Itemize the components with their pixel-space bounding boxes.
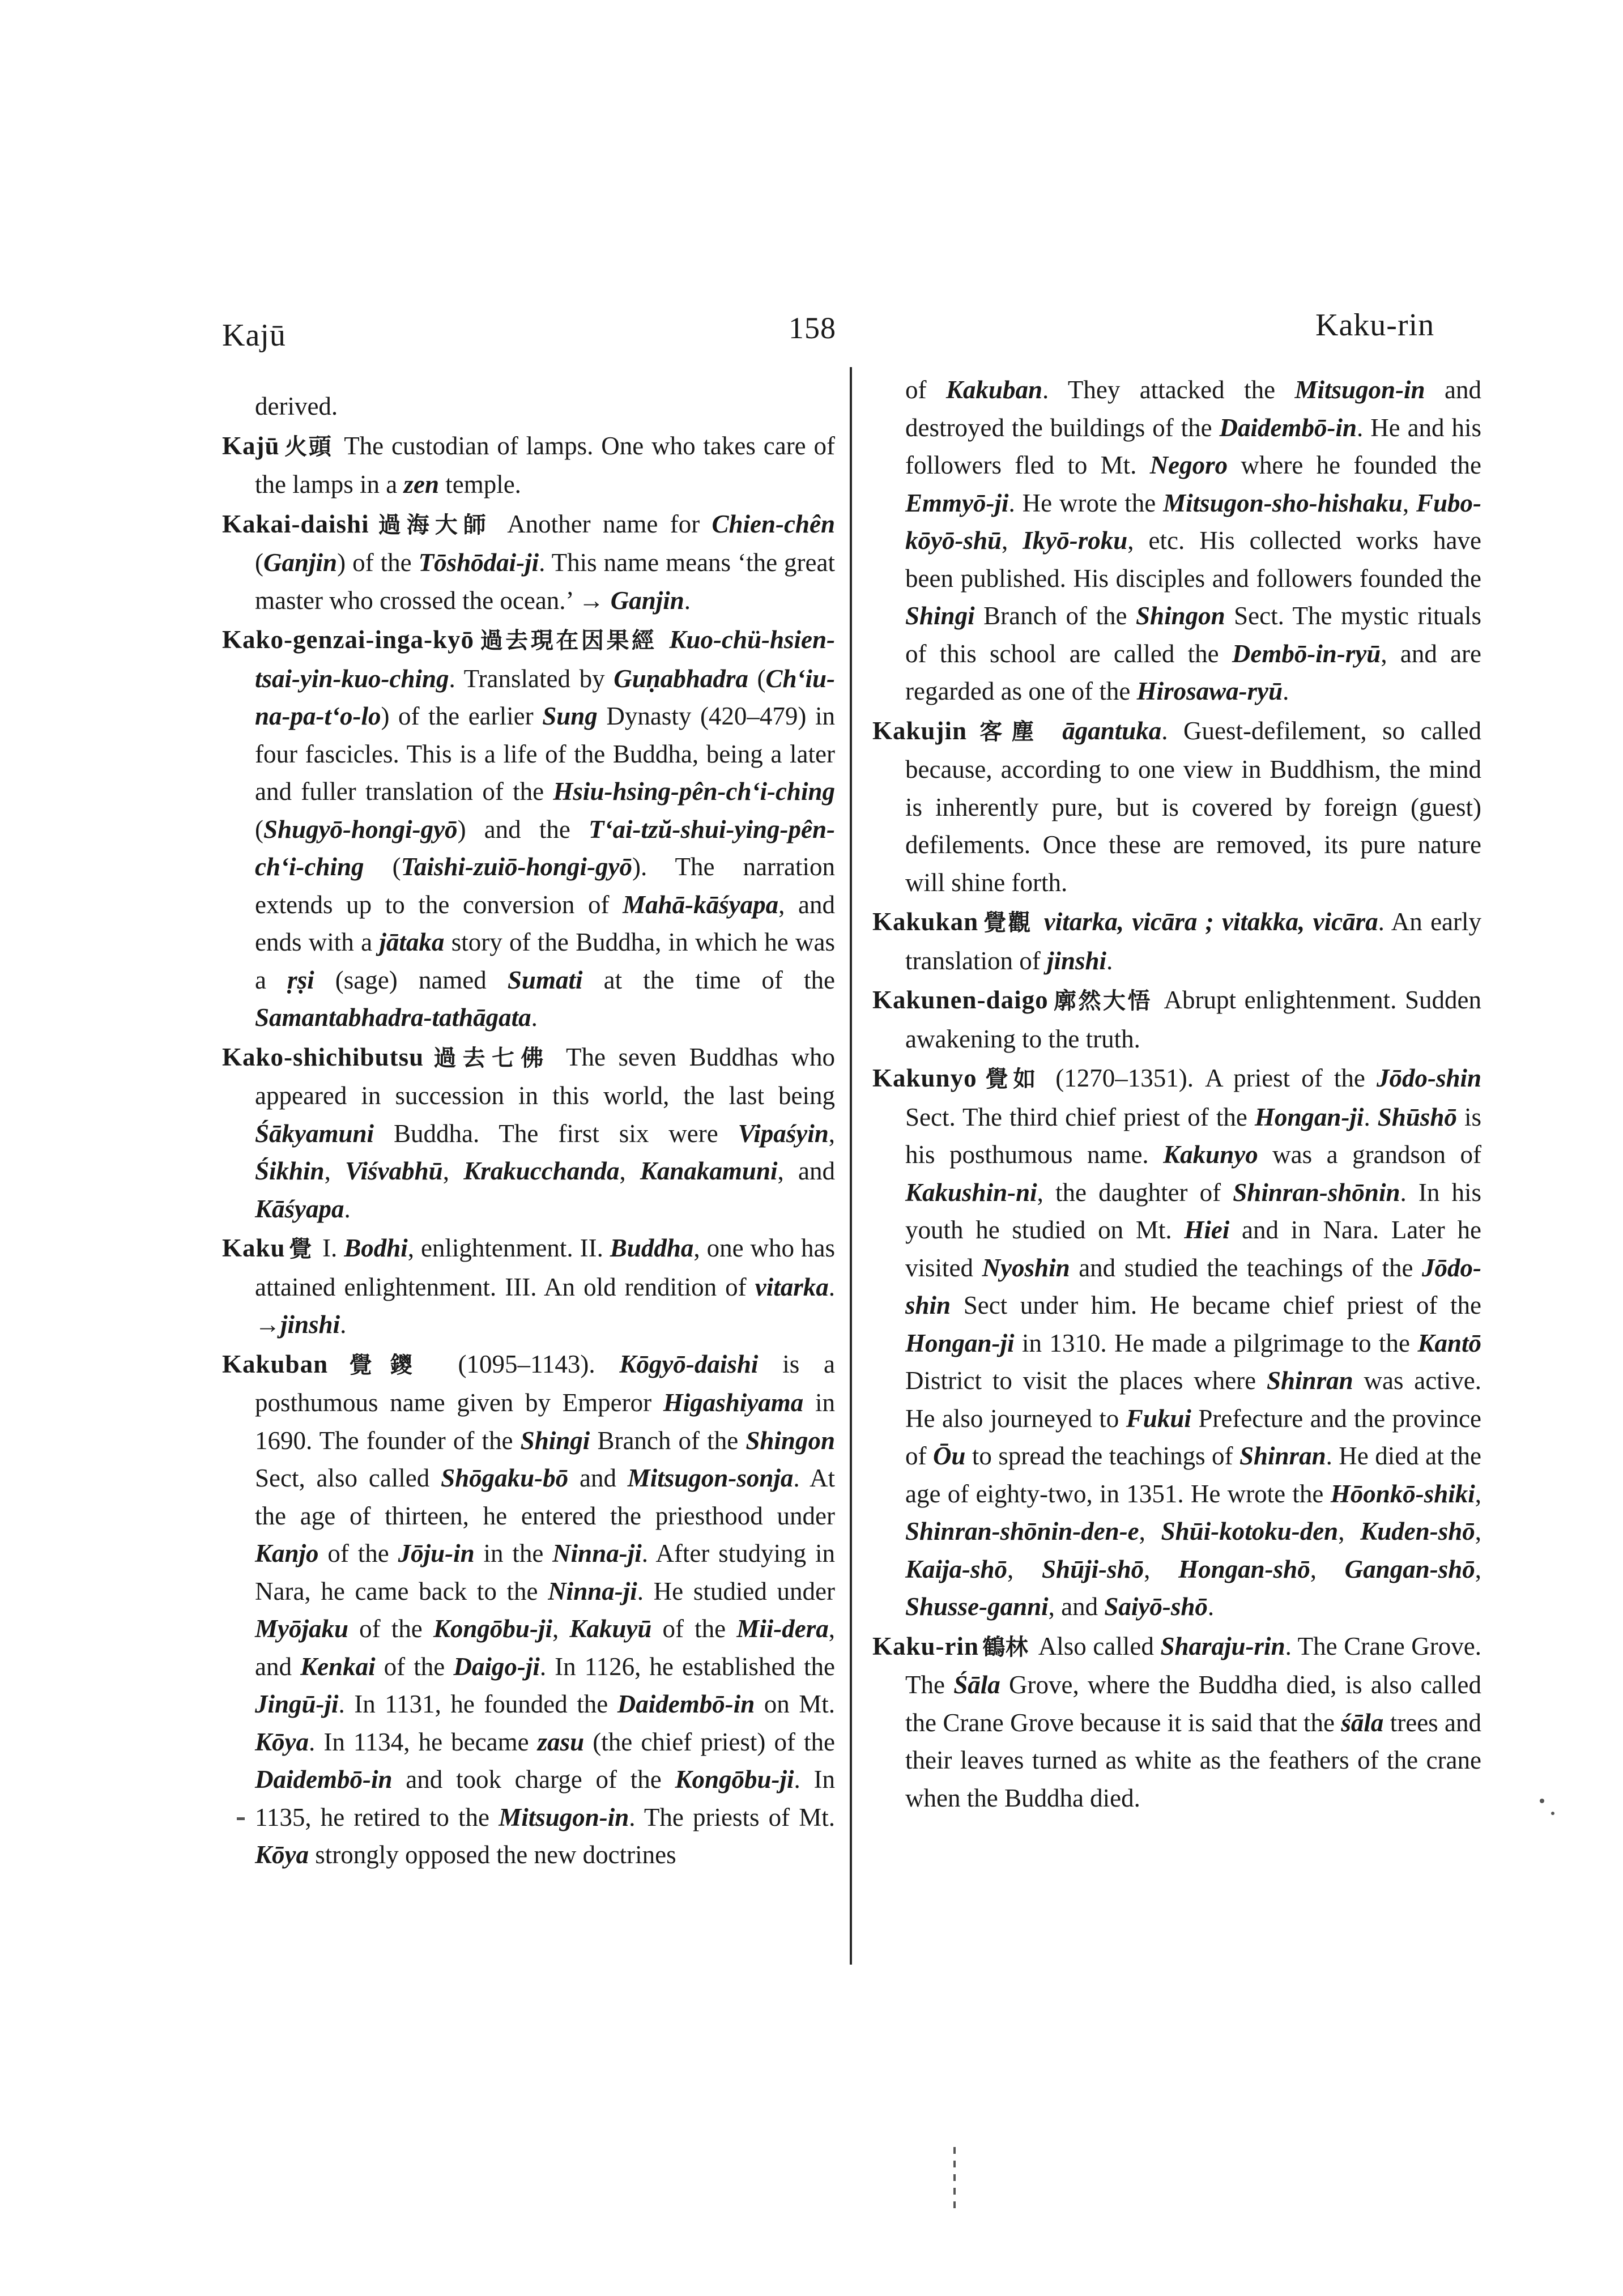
page-number: 158 (789, 311, 836, 345)
continued-text: derived. (255, 392, 338, 420)
headword: Kajū (222, 431, 280, 460)
entry-kakukan: Kakukan 覺觀 vitarka, vicāra ; vitakka, vicāra. An early translation of jinshi. (872, 908, 1481, 975)
entry-kaku-rin: Kaku-rin 鶴林 Also called Sharaju-rin. The Crane Grove. The Śāla Grove, where the Buddha died, is also called the Crane Grove because it is said that the śāla trees and their leaves turned as white as the feathers of the crane when the Buddha died. (872, 1632, 1482, 1812)
cjk-characters: 覺鑁 (331, 1352, 431, 1378)
right-column (872, 371, 1481, 1818)
cjk-characters: 客塵 (970, 718, 1043, 745)
entry-kakai-daishi: Kakai-daishi 過海大師 Another name for Chien-chên (Ganjin) of the Tōshōdai-ji. This name means ‘the great master who crossed the ocean.’ → Ganjin. (222, 509, 836, 615)
headword: Kakuban (222, 1349, 329, 1378)
headword: Kakukan (872, 908, 979, 936)
scan-speck (1551, 1812, 1554, 1815)
left-column (222, 387, 835, 1876)
scan-speck (237, 1817, 245, 1820)
cross-reference-arrow: → (578, 586, 611, 615)
headword: Kako-shichibutsu (222, 1042, 424, 1071)
entry-kako-genzai-inga-kyo: Kako-genzai-inga-kyō 過去現在因果經 Kuo-chü-hsien-tsai-yin-kuo-ching. Translated by Guṇabhadra (Ch‘iu-na-pa-t‘o-lo) of the earlier Sung Dynasty (420–479) in four fascicles. This is a life of the Buddha, being a later and fuller translation of the Hsiu-hsing-pên-ch‘i-ching (Shugyō-hongi-gyō) and the T‘ai-tzŭ-shui-ying-pên-ch‘i-ching (Taishi-zuiō-hongi-gyō). The narration extends up to the conversion of Mahā-kāśyapa, and ends with a jātaka story of the Buddha, in which he was a ṛṣi (sage) named Sumati at the time of the Samantabhadra-tathāgata. (222, 625, 836, 1032)
headword: Kaku-rin (872, 1632, 979, 1660)
cjk-characters: 覺觀 (982, 910, 1033, 936)
column-divider (850, 367, 852, 1965)
cross-reference: Ganjin (610, 586, 684, 615)
entry-kaju: Kajū 火頭 The custodian of lamps. One who takes care of the lamps in a zen temple. (222, 431, 835, 499)
entry-kakunen-daigo: Kakunen-daigo 廓然大悟 Abrupt enlightenment. Sudden awakening to the truth. (872, 986, 1482, 1053)
continued-entry-kakuban: of Kakuban. They attacked the Mitsugon-in and destroyed the buildings of the Daidembō-in. He and his followers fled to Mt. Negoro where he founded the Emmyō-ji. He wrote the Mitsugon-sho-hishaku, Fubo-kōyō-shū, Ikyō-roku, etc. His collected works have been published. His disciples and followers founded the Shingi Branch of the Shingon Sect. The mystic rituals of this school are called the Dembō-in-ryū, and are regarded as one of the Hirosawa-ryū. (905, 376, 1482, 705)
cjk-characters: 覺如 (980, 1066, 1041, 1092)
headword: Kaku (222, 1234, 286, 1262)
entry-kaku: Kaku 覺 I. Bodhi, enlightenment. II. Buddha, one who has attained enlightenment. III. An old rendition of vitarka. →jinshi. (222, 1234, 835, 1339)
scan-speck (953, 2147, 956, 2215)
headword: Kakunyo (872, 1064, 977, 1092)
scan-speck (1540, 1799, 1544, 1803)
cross-reference: jinshi (280, 1310, 340, 1339)
cjk-characters: 過海大師 (372, 512, 492, 538)
left-guide-word: Kajū (222, 318, 286, 353)
cjk-characters: 廓然大悟 (1051, 988, 1152, 1014)
cjk-characters: 覺 (288, 1236, 312, 1262)
entry-kakunyo: Kakunyo 覺如 (1270–1351). A priest of the Jōdo-shin Sect. The third chief priest of the Hongan-ji. Shūshō is his posthumous name. Kakunyo was a grandson of Kakushin-ni, the daughter of Shinran-shōnin. In his youth he studied on Mt. Hiei and in Nara. Later he visited Nyoshin and studied the teachings of the Jōdo-shin Sect under him. He became chief priest of the Hongan-ji in 1310. He made a pilgrimage to the Kantō District to visit the places where Shinran was active. He also journeyed to Fukui Prefecture and the province of Ōu to spread the teachings of Shinran. He died at the age of eighty-two, in 1351. He wrote the Hōonkō-shiki, Shinran-shōnin-den-e, Shūi-kotoku-den, Kuden-shō, Kaija-shō, Shūji-shō, Hongan-shō, Gangan-shō, Shusse-ganni, and Saiyō-shō. (872, 1064, 1482, 1621)
entry-kakuban: Kakuban 覺鑁 (1095–1143). Kōgyō-daishi is a posthumous name given by Emperor Higashiyama in 1690. The founder of the Shingi Branch of the Shingon Sect, also called Shōgaku-bō and Mitsugon-sonja. At the age of thirteen, he entered the priesthood under Kanjo of the Jōju-in in the Ninna-ji. After studying in Nara, he came back to the Ninna-ji. He studied under Myōjaku of the Kongōbu-ji, Kakuyū of the Mii-dera, and Kenkai of the Daigo-ji. In 1126, he established the Jingū-ji. In 1131, he founded the Daidembō-in on Mt. Kōya. In 1134, he became zasu (the chief priest) of the Daidembō-in and took charge of the Kongōbu-ji. In 1135, he retired to the Mitsugon-in. The priests of Mt. Kōya strongly opposed the new doctrines (222, 1349, 836, 1869)
headword: Kakunen-daigo (872, 986, 1049, 1014)
cross-reference-arrow: → (255, 1310, 280, 1339)
cjk-characters: 鶴林 (982, 1634, 1029, 1660)
cjk-characters: 過去現在因果經 (478, 628, 657, 654)
headword: Kakai-daishi (222, 509, 369, 538)
headword: Kako-genzai-inga-kyō (222, 625, 475, 654)
headword: Kakujin (872, 716, 968, 745)
right-guide-word: Kaku-rin (1315, 308, 1435, 343)
entry-kako-shichibutsu: Kako-shichibutsu 過去七佛 The seven Buddhas who appeared in succession in this world, the last being Śākyamuni Buddha. The first six were Vipaśyin, Śikhin, Viśvabhū, Krakucchanda, Kanakamuni, and Kāśyapa. (222, 1042, 836, 1223)
cjk-characters: 過去七佛 (427, 1045, 550, 1071)
entry-kakujin: Kakujin 客塵 āgantuka. Guest-defilement, so called because, according to one view in Buddhism, the mind is inherently pure, but is covered by foreign (guest) defilements. Once these are removed, its pure nature will shine forth. (872, 716, 1481, 897)
cjk-characters: 火頭 (283, 433, 333, 460)
